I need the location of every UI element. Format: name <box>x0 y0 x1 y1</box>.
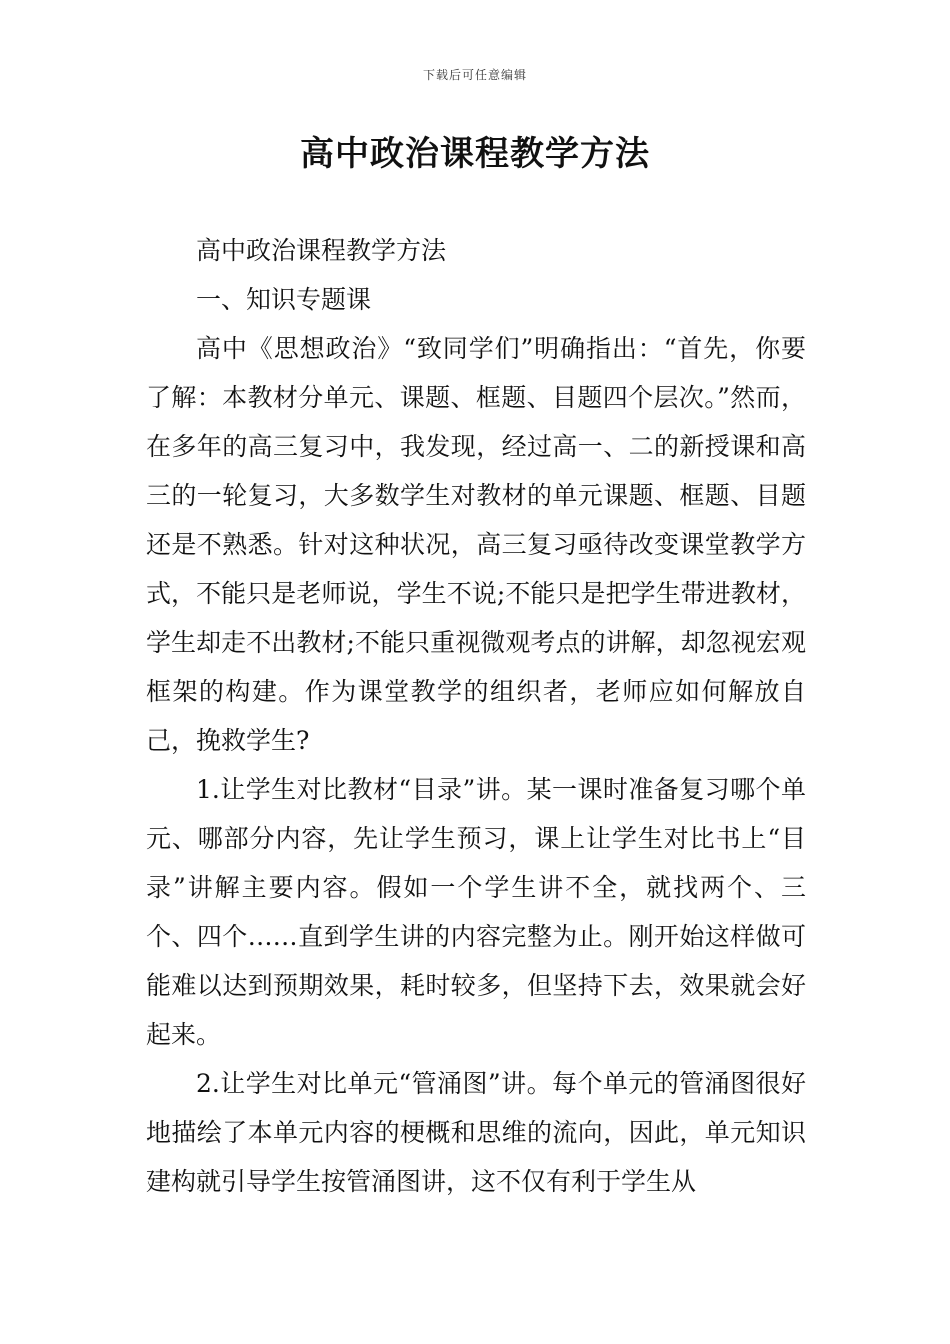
document-body <box>146 226 806 1206</box>
paragraph-method-1: 1.让学生对比教材“目录”讲。某一课时准备复习哪个单元、哪部分内容，先让学生预习，课上让学生对比书上“目录”讲解主要内容。假如一个学生讲不全，就找两个、三个、四个……直到学生讲的内容完整为止。刚开始这样做可能难以达到预期效果，耗时较多，但坚持下去，效果就会好起来。 <box>146 775 806 1049</box>
document-title: 高中政治课程教学方法 <box>300 134 650 174</box>
paragraph-method-2: 2.让学生对比单元“管涌图”讲。每个单元的管涌图很好地描绘了本单元内容的梗概和思维的流向，因此，单元知识建构就引导学生按管涌图讲，这不仅有利于学生从 <box>146 1069 806 1196</box>
paragraph-section-heading: 一、知识专题课 <box>196 285 372 314</box>
paragraph-subtitle: 高中政治课程教学方法 <box>196 236 447 265</box>
page-header-note: 下载后可任意编辑 <box>422 68 527 82</box>
paragraph-intro: 高中《思想政治》“致同学们”明确指出：“首先，你要了解：本教材分单元、课题、框题、目题四个层次。”然而，在多年的高三复习中，我发现，经过高一、二的新授课和高三的一轮复习，大多数学生对教材的单元课题、框题、目题还是不熟悉。针对这种状况，高三复习亟待改变课堂教学方式，不能只是老师说，学生不说;不能只是把学生带进教材，学生却走不出教材;不能只重视微观考点的讲解，却忽视宏观框架的构建。作为课堂教学的组织者，老师应如何解放自己，挽救学生? <box>146 334 806 755</box>
